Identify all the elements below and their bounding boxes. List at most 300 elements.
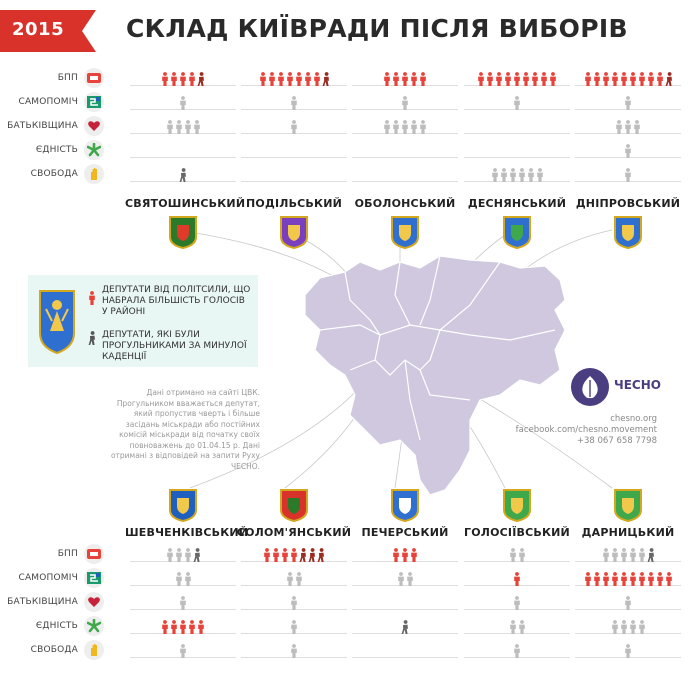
deputy-icon (611, 548, 619, 562)
deputy-icon (513, 572, 521, 586)
bpp-logo-icon (87, 71, 101, 85)
truant-deputy-icon (299, 548, 307, 562)
deputy-icon (624, 144, 632, 158)
seat-cell (241, 68, 347, 86)
deputies-group (575, 640, 681, 658)
deputy-icon (397, 572, 405, 586)
deputy-icon (392, 120, 400, 134)
deputy-icon (383, 120, 391, 134)
deputy-icon (629, 620, 637, 634)
party-row (0, 566, 116, 590)
deputies-group (575, 140, 681, 158)
deputy-icon (513, 644, 521, 658)
deputy-icon (584, 72, 592, 86)
party-row (0, 114, 116, 138)
brand-site[interactable]: chesno.org (610, 414, 657, 424)
party-name: СВОБОДА (30, 645, 78, 655)
seat-cell (575, 640, 681, 658)
deputy-icon (509, 168, 517, 182)
deputy-icon (477, 72, 485, 86)
truant-deputy-icon (197, 72, 205, 86)
deputy-icon (504, 72, 512, 86)
deputy-icon (184, 572, 192, 586)
deputies-group (352, 116, 458, 134)
seat-cell (464, 568, 570, 586)
party-logo (84, 592, 104, 612)
party-name: САМОПОМІЧ (18, 573, 78, 583)
deputy-icon (509, 548, 517, 562)
deputy-icon (179, 644, 187, 658)
brand-facebook[interactable]: facebook.com/chesno.movement (515, 425, 657, 435)
deputies-group (464, 592, 570, 610)
seat-cell (241, 640, 347, 658)
deputy-icon (593, 572, 601, 586)
seat-cell (130, 592, 236, 610)
deputy-icon (620, 548, 628, 562)
deputies-group (130, 544, 236, 562)
seat-cell (352, 544, 458, 562)
party-name: ЄДНІСТЬ (35, 145, 78, 155)
deputy-icon (184, 120, 192, 134)
kyiv-city-crest-icon (38, 287, 76, 355)
deputy-icon (602, 72, 610, 86)
deputy-icon (179, 96, 187, 110)
deputy-icon (518, 620, 526, 634)
seat-cell (130, 140, 236, 158)
bpp-logo-icon (87, 547, 101, 561)
legend-truant-text: ДЕПУТАТИ, ЯКІ БУЛИ ПРОГУЛЬНИКАМИ ЗА МИНУЛОЇ КАДЕНЦІЇ (102, 330, 247, 362)
deputy-icon (290, 596, 298, 610)
party-row (0, 90, 116, 114)
deputy-icon (629, 548, 637, 562)
deputy-icon (406, 572, 414, 586)
deputies-group (352, 640, 458, 658)
deputies-group (575, 164, 681, 182)
district-crest-icon (390, 215, 420, 249)
seat-cell (464, 544, 570, 562)
contacts-block (500, 414, 657, 447)
truant-deputy-icon (317, 548, 325, 562)
deputy-icon (290, 120, 298, 134)
deputy-icon (193, 120, 201, 134)
deputy-icon (656, 72, 664, 86)
deputies-group (241, 544, 347, 562)
deputy-icon (419, 120, 427, 134)
deputies-group (575, 68, 681, 86)
deputy-icon (638, 548, 646, 562)
deputies-group (130, 140, 236, 158)
deputies-group (130, 616, 236, 634)
winner-person-icon (88, 291, 96, 305)
deputy-icon (513, 96, 521, 110)
deputy-icon (290, 644, 298, 658)
seat-cell (241, 116, 347, 134)
kyiv-outline (305, 256, 565, 495)
deputies-group (575, 116, 681, 134)
deputy-icon (188, 620, 196, 634)
deputy-icon (259, 72, 267, 86)
seat-cell (575, 568, 681, 586)
deputy-icon (593, 72, 601, 86)
deputy-icon (611, 72, 619, 86)
chesno-logo-icon (570, 367, 610, 407)
seat-cell (464, 116, 570, 134)
truant-deputy-icon (322, 72, 330, 86)
deputy-icon (620, 572, 628, 586)
deputy-icon (175, 548, 183, 562)
deputy-icon (518, 168, 526, 182)
district-crest-icon (613, 488, 643, 522)
year-label: 2015 (12, 19, 65, 40)
deputy-icon (665, 572, 673, 586)
deputies-group (464, 568, 570, 586)
deputy-icon (410, 548, 418, 562)
seat-cell (130, 164, 236, 182)
deputies-group (464, 640, 570, 658)
deputy-icon (491, 168, 499, 182)
deputies-group (241, 164, 347, 182)
district-crest-icon (168, 488, 198, 522)
seat-cell (464, 640, 570, 658)
deputy-icon (268, 72, 276, 86)
heart-icon (87, 595, 101, 609)
party-row (0, 614, 116, 638)
seat-cell (464, 92, 570, 110)
deputy-icon (179, 72, 187, 86)
seat-cell (575, 68, 681, 86)
seat-cell (575, 116, 681, 134)
seat-cell (464, 164, 570, 182)
deputy-icon (286, 572, 294, 586)
seat-cell (241, 92, 347, 110)
seat-cell (352, 640, 458, 658)
svoboda-hand-icon (87, 167, 101, 181)
legend-winner-text: ДЕПУТАТИ ВІД ПОЛІТСИЛИ, ЩО НАБРАЛА БІЛЬШІСТЬ ГОЛОСІВ У РАЙОНІ (102, 285, 251, 317)
deputy-icon (290, 620, 298, 634)
district-name: ОБОЛОНСЬКИЙ (354, 197, 456, 210)
seat-cell (352, 92, 458, 110)
deputy-icon (419, 72, 427, 86)
deputy-icon (531, 72, 539, 86)
deputies-group (352, 616, 458, 634)
district-name: ШЕВЧЕНКІВСЬКИЙ (125, 526, 249, 539)
deputy-icon (313, 72, 321, 86)
district-name: СВЯТОШИНСЬКИЙ (125, 197, 246, 210)
deputies-group (352, 568, 458, 586)
seat-cell (130, 640, 236, 658)
party-row (0, 590, 116, 614)
deputy-icon (179, 620, 187, 634)
deputy-icon (272, 548, 280, 562)
party-row (0, 542, 116, 566)
deputies-group (241, 116, 347, 134)
district-crest-icon (502, 488, 532, 522)
heart-icon (87, 119, 101, 133)
deputy-icon (584, 572, 592, 586)
deputy-icon (263, 548, 271, 562)
seat-cell (575, 92, 681, 110)
district-name: ПЕЧЕРСЬКИЙ (361, 526, 449, 539)
deputy-icon (629, 572, 637, 586)
seat-cell (464, 592, 570, 610)
deputy-icon (620, 620, 628, 634)
deputy-icon (401, 72, 409, 86)
deputy-icon (656, 572, 664, 586)
deputy-icon (179, 596, 187, 610)
party-logo (84, 616, 104, 636)
deputy-icon (638, 620, 646, 634)
deputy-icon (410, 72, 418, 86)
seat-cell (130, 544, 236, 562)
seat-cell (241, 164, 347, 182)
district-name: ДЕСНЯНСЬКИЙ (467, 197, 567, 210)
deputy-icon (410, 120, 418, 134)
party-name: САМОПОМІЧ (18, 97, 78, 107)
deputy-icon (281, 548, 289, 562)
district-crest-icon (168, 215, 198, 249)
truant-deputy-icon (665, 72, 673, 86)
truant-deputy-icon (179, 168, 187, 182)
deputy-icon (392, 72, 400, 86)
deputy-icon (509, 620, 517, 634)
deputies-group (464, 140, 570, 158)
party-row (0, 638, 116, 662)
deputies-group (464, 68, 570, 86)
deputies-group (575, 544, 681, 562)
seat-cell (464, 68, 570, 86)
deputy-icon (513, 72, 521, 86)
seat-cell (352, 116, 458, 134)
deputy-icon (513, 596, 521, 610)
deputy-icon (624, 168, 632, 182)
deputy-icon (166, 548, 174, 562)
seat-cell (464, 616, 570, 634)
deputies-group (575, 592, 681, 610)
deputy-icon (383, 72, 391, 86)
deputies-group (575, 92, 681, 110)
deputy-icon (647, 72, 655, 86)
party-name: СВОБОДА (30, 169, 78, 179)
svoboda-hand-icon (87, 643, 101, 657)
deputy-icon (161, 72, 169, 86)
district-crest-icon (502, 215, 532, 249)
district-crest-icon (279, 215, 309, 249)
deputy-icon (638, 572, 646, 586)
deputy-icon (290, 96, 298, 110)
deputies-group (352, 68, 458, 86)
seat-cell (241, 616, 347, 634)
deputy-icon (401, 96, 409, 110)
deputies-group (130, 640, 236, 658)
legend-box (28, 275, 258, 367)
seat-cell (575, 544, 681, 562)
deputies-group (464, 164, 570, 182)
deputy-icon (624, 120, 632, 134)
deputy-icon (527, 168, 535, 182)
truant-deputy-icon (401, 620, 409, 634)
deputy-icon (518, 548, 526, 562)
seat-cell (241, 592, 347, 610)
district-name: ГОЛОСІЇВСЬКИЙ (464, 526, 570, 539)
deputies-group (130, 116, 236, 134)
seat-cell (575, 164, 681, 182)
deputy-icon (624, 596, 632, 610)
seat-cell (575, 592, 681, 610)
brand-name: ЧЕСНО (614, 378, 661, 392)
deputy-icon (166, 120, 174, 134)
deputies-group (130, 568, 236, 586)
deputies-group (575, 616, 681, 634)
party-name: БАТЬКІВЩИНА (7, 121, 78, 131)
seat-cell (241, 544, 347, 562)
deputies-group (130, 592, 236, 610)
seat-cell (130, 116, 236, 134)
district-name: ПОДІЛЬСЬКИЙ (245, 197, 343, 210)
deputy-icon (188, 72, 196, 86)
deputies-group (352, 140, 458, 158)
seat-cell (352, 592, 458, 610)
deputy-icon (540, 72, 548, 86)
deputy-icon (629, 72, 637, 86)
deputy-icon (620, 72, 628, 86)
deputy-icon (161, 620, 169, 634)
party-name: БАТЬКІВЩИНА (7, 597, 78, 607)
deputy-icon (486, 72, 494, 86)
seat-cell (352, 68, 458, 86)
deputy-icon (633, 120, 641, 134)
district-name: СОЛОМ'ЯНСЬКИЙ (236, 526, 352, 539)
deputies-group (464, 544, 570, 562)
brand-phone: +38 067 658 7798 (576, 436, 657, 446)
deputies-group (130, 164, 236, 182)
party-logo (84, 140, 104, 160)
party-logo (84, 568, 104, 588)
deputy-icon (638, 72, 646, 86)
truant-deputy-icon (308, 548, 316, 562)
deputy-icon (286, 72, 294, 86)
deputy-icon (611, 572, 619, 586)
truant-person-icon (88, 331, 96, 345)
deputy-icon (175, 572, 183, 586)
seat-cell (130, 616, 236, 634)
deputies-group (241, 640, 347, 658)
deputy-icon (624, 96, 632, 110)
deputies-group (241, 140, 347, 158)
deputy-icon (401, 548, 409, 562)
samopomich-logo-icon (87, 571, 101, 585)
deputy-icon (295, 572, 303, 586)
deputy-icon (175, 120, 183, 134)
chestnut-leaf-icon (87, 619, 101, 633)
chestnut-leaf-icon (87, 143, 101, 157)
seat-cell (352, 568, 458, 586)
deputies-group (241, 568, 347, 586)
district-crest-icon (613, 215, 643, 249)
deputy-icon (184, 548, 192, 562)
deputy-icon (602, 572, 610, 586)
deputies-group (464, 616, 570, 634)
party-row (0, 66, 116, 90)
deputy-icon (549, 72, 557, 86)
deputies-group (241, 616, 347, 634)
deputy-icon (304, 72, 312, 86)
deputy-icon (401, 120, 409, 134)
party-logo (84, 164, 104, 184)
deputies-group (464, 116, 570, 134)
deputy-icon (500, 168, 508, 182)
deputies-group (241, 68, 347, 86)
deputies-group (352, 544, 458, 562)
deputies-group (241, 92, 347, 110)
deputies-group (352, 92, 458, 110)
party-logo (84, 544, 104, 564)
deputy-icon (197, 620, 205, 634)
deputy-icon (522, 72, 530, 86)
party-logo (84, 92, 104, 112)
seat-cell (352, 140, 458, 158)
district-name: ДАРНИЦЬКИЙ (581, 526, 675, 539)
seat-cell (575, 140, 681, 158)
deputy-icon (290, 548, 298, 562)
seat-cell (464, 140, 570, 158)
page-title: СКЛАД КИЇВРАДИ ПІСЛЯ ВИБОРІВ (126, 14, 628, 43)
deputy-icon (277, 72, 285, 86)
seat-cell (575, 616, 681, 634)
deputy-icon (615, 120, 623, 134)
deputy-icon (495, 72, 503, 86)
deputy-icon (647, 572, 655, 586)
seat-cell (241, 140, 347, 158)
deputy-icon (392, 548, 400, 562)
seat-cell (352, 616, 458, 634)
truant-deputy-icon (193, 548, 201, 562)
deputies-group (575, 568, 681, 586)
seat-cell (130, 92, 236, 110)
party-name: БПП (57, 549, 78, 559)
deputy-icon (624, 644, 632, 658)
party-name: БПП (57, 73, 78, 83)
district-crest-icon (279, 488, 309, 522)
data-source-note: Дані отримано на сайті ЦВК. Прогульником вважається депутат, який пропустив чверть і більше засідань міськради або постійних комісій міськради від початку своїх повноважень до 01.04.15 р. Дані отримані з відповідей на запити Руху ЧЕСНО. (110, 388, 260, 471)
deputy-icon (611, 620, 619, 634)
district-crest-icon (390, 488, 420, 522)
party-name: ЄДНІСТЬ (35, 621, 78, 631)
samopomich-logo-icon (87, 95, 101, 109)
deputies-group (352, 164, 458, 182)
deputy-icon (536, 168, 544, 182)
deputy-icon (170, 620, 178, 634)
deputies-group (464, 92, 570, 110)
party-logo (84, 68, 104, 88)
seat-cell (241, 568, 347, 586)
deputy-icon (170, 72, 178, 86)
party-row (0, 162, 116, 186)
seat-cell (130, 568, 236, 586)
district-name: ДНІПРОВСЬКИЙ (575, 197, 681, 210)
deputy-icon (602, 548, 610, 562)
deputies-group (130, 92, 236, 110)
truant-deputy-icon (647, 548, 655, 562)
deputies-group (241, 592, 347, 610)
deputy-icon (295, 72, 303, 86)
seat-cell (130, 68, 236, 86)
seat-cell (352, 164, 458, 182)
deputies-group (352, 592, 458, 610)
party-row (0, 138, 116, 162)
deputies-group (130, 68, 236, 86)
party-logo (84, 640, 104, 660)
party-logo (84, 116, 104, 136)
